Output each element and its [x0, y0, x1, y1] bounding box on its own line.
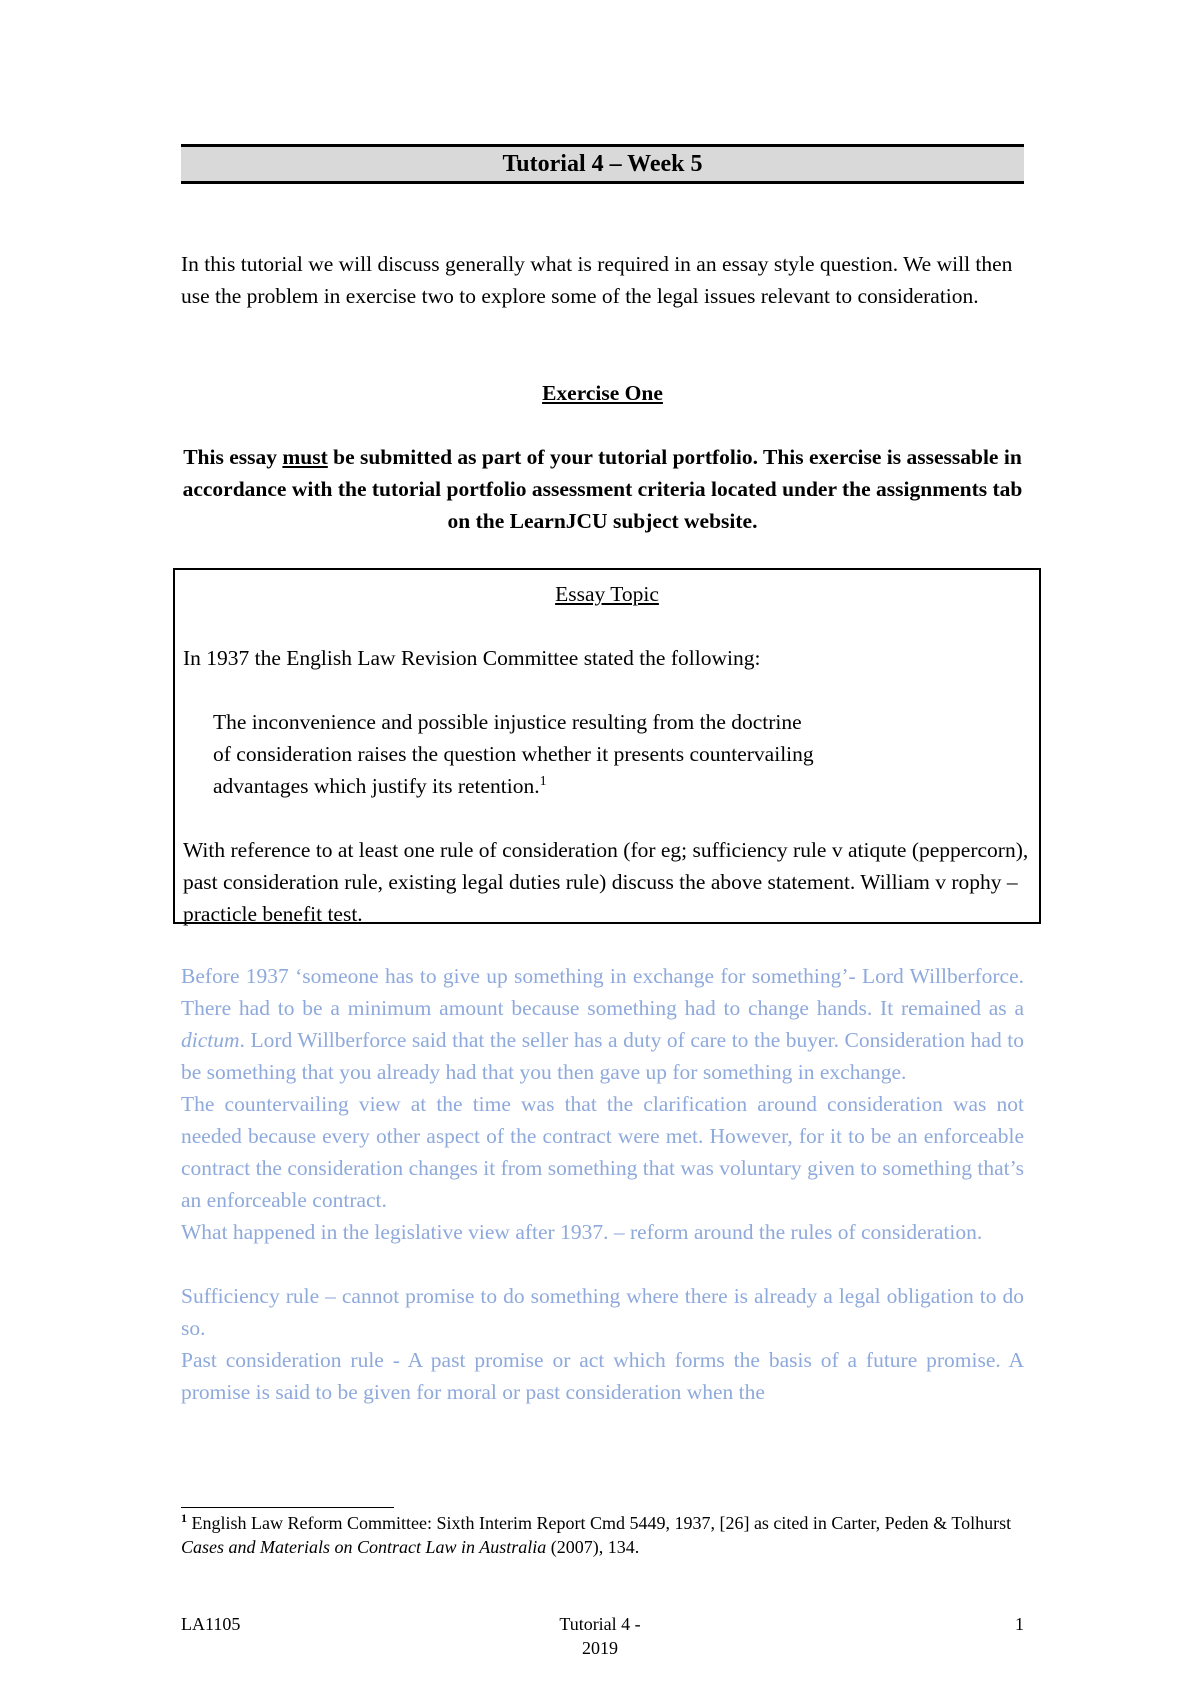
notes-paragraph: Sufficiency rule – cannot promise to do something where there is already a legal obligation to do so. [181, 1284, 1024, 1340]
footnote-text: (2007), 134. [546, 1537, 640, 1557]
notes-paragraph: The countervailing view at the time was that the clarification around consideration was not needed because every other aspect of the contract were met. However, for it to be an enforceable contract the consideration changes it from something that was voluntary given to something that’s an enforceable contract. [181, 1092, 1024, 1212]
footnote-text: English Law Reform Committee: Sixth Interim Report Cmd 5449, 1937, [26] as cited in Carter, Peden & Tolhurst [187, 1513, 1012, 1533]
quote-line [213, 770, 1031, 802]
notes-text: . Lord Willberforce said that the seller has a duty of care to the buyer. Consideration had to be something that you already had that you then gave up for something in exchange. [181, 1028, 1024, 1084]
footer-title: Tutorial 4 - 2019 [559, 1614, 641, 1658]
notes-gap [181, 1248, 1024, 1280]
notice-text-1: This essay [183, 445, 283, 469]
notice-text-2: be submitted as part of your tutorial portfolio. This exercise is assessable in accordance with the tutorial portfolio assessment criteria located under the assignments tab on the LearnJCU subject website. [182, 445, 1023, 533]
footnote-italic: Cases and Materials on Contract Law in Australia [181, 1537, 547, 1557]
footnote [181, 1511, 1024, 1559]
quote-line: of consideration raises the question whether it presents countervailing [213, 742, 814, 766]
exercise-heading: Exercise One [542, 381, 663, 405]
quote-line: The inconvenience and possible injustice resulting from the doctrine [213, 710, 802, 734]
notes-paragraph: Past consideration rule - A past promise or act which forms the basis of a future promise. A promise is said to be given for moral or past consideration when the [181, 1348, 1024, 1404]
notes-italic: dictum [181, 1028, 240, 1052]
footnote-divider [181, 1507, 394, 1508]
notice-must: must [282, 445, 328, 469]
page-title: Tutorial 4 – Week 5 [181, 144, 1024, 184]
footnote-ref[interactable]: 1 [539, 773, 547, 789]
intro-paragraph [181, 248, 1024, 312]
essay-instruction: With reference to at least one rule of consideration (for eg; sufficiency rule v atiqute (peppercorn), past consideration rule, existing legal duties rule) discuss the above statement. William v rophy – practicle benefit test. [183, 838, 1029, 926]
quote-line-text: advantages which justify its retention. [213, 774, 540, 798]
essay-lead: In 1937 the English Law Revision Committee stated the following: [183, 646, 761, 670]
footer-subject-code: LA1105 [181, 1614, 241, 1634]
intro-text: In this tutorial we will discuss generally what is required in an essay style question. We will then use the problem in exercise two to explore some of the legal issues relevant to consideration. [181, 252, 1013, 308]
essay-topic-box [173, 568, 1041, 924]
submission-notice [181, 441, 1024, 537]
footnote-number: 1 [181, 1511, 187, 1525]
notes-text: Before 1937 ‘someone has to give up something in exchange for something’- Lord Willberforce. There had to be a minimum amount because something had to change hands. It remained as a [181, 964, 1024, 1020]
student-notes [181, 960, 1024, 1408]
essay-quote [183, 706, 1031, 802]
essay-topic-heading: Essay Topic [555, 582, 659, 606]
notes-paragraph [181, 960, 1024, 1088]
notes-paragraph: What happened in the legislative view after 1937. – reform around the rules of consideration. [181, 1220, 983, 1244]
page-number: 1 [1015, 1614, 1024, 1634]
